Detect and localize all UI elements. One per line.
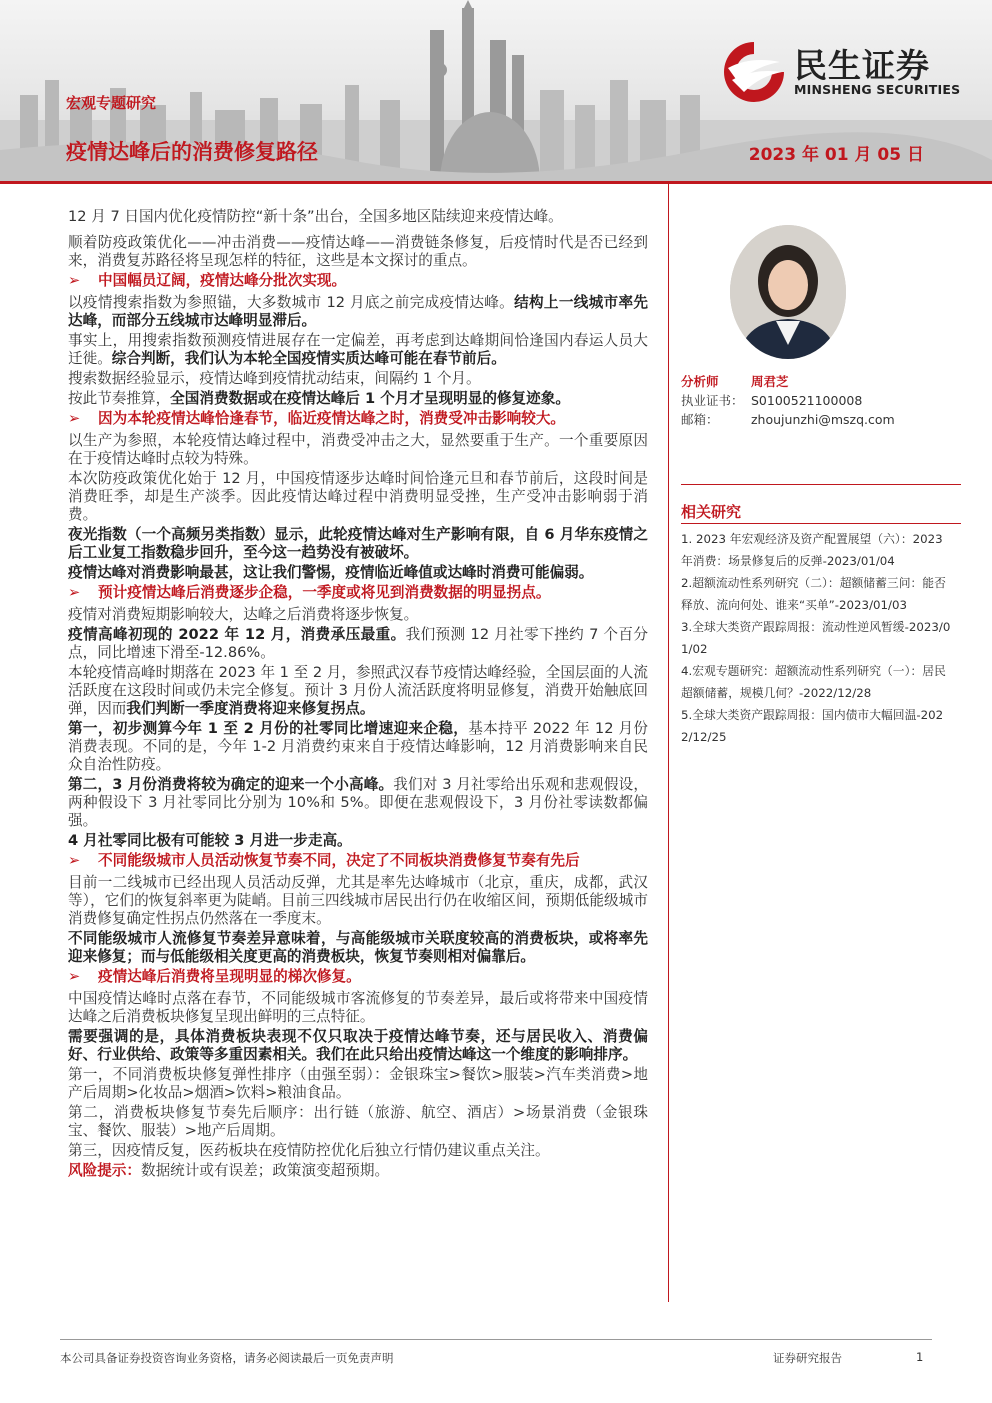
- company-logo: [720, 38, 970, 102]
- related-research-heading: 相关研究: [681, 503, 742, 521]
- paragraph: 疫情高峰初现的 2022 年 12 月，消费承压最重。我们预测 12 月社零下挫约 7 个百分点，同比增速下滑至-12.86%。: [68, 626, 648, 661]
- logo-english: MINSHENG SECURITIES: [794, 82, 961, 97]
- related-research-item[interactable]: 3.全球大类资产跟踪周报：流动性逆风暂缓-2023/01/02: [681, 620, 951, 656]
- paragraph: 搜索数据经验显示，疫情达峰到疫情扰动结束，间隔约 1 个月。: [68, 370, 481, 387]
- key-point-heading: ➢ 因为本轮疫情达峰恰逢春节，临近疫情达峰之时，消费受冲击影响较大。: [68, 410, 566, 427]
- analyst-name: 周君芝: [751, 374, 789, 389]
- paragraph: 事实上，用搜索指数预测疫情进展存在一定偏差，再考虑到达峰期间恰逢国内春运人员大迁徙。综合判断，我们认为本轮全国疫情实质达峰可能在春节前后。: [68, 332, 648, 367]
- paragraph: 不同能级城市人流修复节奏差异意味着，与高能级城市关联度较高的消费板块，或将率先迎来修复；而与低能级相关度更高的消费板块，恢复节奏则相对偏靠后。: [68, 930, 648, 965]
- logo-mark-icon: [720, 38, 790, 102]
- analyst-row: [681, 372, 961, 391]
- paragraph: 第二，消费板块修复节奏先后顺序：出行链（旅游、航空、酒店）>场景消费（金银珠宝、餐饮、服装）>地产后周期。: [68, 1104, 648, 1139]
- cert-row: [681, 391, 961, 410]
- footer-disclaimer: 本公司具备证券投资咨询业务资格，请务必阅读最后一页免责声明: [60, 1351, 394, 1365]
- paragraph: 中国疫情达峰时点落在春节，不同能级城市客流修复的节奏差异，最后或将带来中国疫情达峰之后消费板块修复呈现出鲜明的三点特征。: [68, 990, 648, 1025]
- paragraph: 本轮疫情高峰时期落在 2023 年 1 至 2 月，参照武汉春节疫情达峰经验，全国层面的人流活跃度在这段时间或仍未完全修复。预计 3 月份人流活跃度将明显修复，消费开始触底回弹，因而我们判断一季度消费将迎来修复拐点。: [68, 664, 648, 717]
- paragraph: 第一，初步测算今年 1 至 2 月份的社零同比增速迎来企稳，基本持平 2022 年 12 月份消费表现。不同的是，今年 1-2 月消费约束来自于疫情达峰影响，12 月消费影响来自民众自治性防疫。: [68, 720, 648, 773]
- paragraph: 夜光指数（一个高频另类指数）显示，此轮疫情达峰对生产影响有限，自 6 月华东疫情之后工业复工指数稳步回升，至今这一趋势没有被破坏。: [68, 526, 648, 561]
- column-divider: [668, 184, 669, 1302]
- related-research-item[interactable]: 4.宏观专题研究：超额流动性系列研究（一）：居民超额储蓄，规模几何？-2022/12/28: [681, 664, 946, 700]
- arrow-icon: ➢: [68, 968, 81, 985]
- analyst-photo: [730, 225, 846, 359]
- report-series: 宏观专题研究: [66, 94, 157, 112]
- analyst-portrait-icon: [730, 225, 846, 359]
- paragraph: 按此节奏推算，全国消费数据或在疫情达峰后 1 个月才呈现明显的修复迹象。: [68, 390, 570, 407]
- paragraph: 第一，不同消费板块修复弹性排序（由强至弱）：金银珠宝>餐饮>服装>汽车类消费>地产后周期>化妆品>烟酒>饮料>粮油食品。: [68, 1066, 648, 1101]
- paragraph: 需要强调的是，具体消费板块表现不仅只取决于疫情达峰节奏，还与居民收入、消费偏好、行业供给、政策等多重因素相关。我们在此只给出疫情达峰这一个维度的影响排序。: [68, 1028, 648, 1063]
- paragraph: 以疫情搜索指数为参照锚，大多数城市 12 月底之前完成疫情达峰。结构上一线城市率先达峰，而部分五线城市达峰明显滞后。: [68, 294, 648, 329]
- risk-warning: 风险提示：数据统计或有误差；政策演变超预期。: [68, 1162, 390, 1179]
- related-research-item[interactable]: 2.超额流动性系列研究（二）：超额储蓄三问：能否释放、流向何处、谁来“买单”-2023/01/03: [681, 576, 946, 612]
- arrow-icon: ➢: [68, 852, 81, 869]
- related-research-item[interactable]: 1. 2023 年宏观经济及资产配置展望（六）：2023 年消费：场景修复后的反弹-2023/01/04: [681, 532, 943, 568]
- related-research-list: [681, 528, 951, 748]
- paragraph: 本次防疫政策优化始于 12 月，中国疫情逐步达峰时间恰逢元旦和春节前后，这段时间是消费旺季，却是生产淡季。因此疫情达峰过程中消费明显受挫，生产受冲击影响弱于消费。: [68, 470, 648, 523]
- paragraph: 顺着防疫政策优化——冲击消费——疫情达峰——消费链条修复，后疫情时代是否已经到来，消费复苏路径将呈现怎样的特征，这些是本文探讨的重点。: [68, 234, 648, 269]
- page-number: 1: [916, 1350, 924, 1364]
- paragraph: 12 月 7 日国内优化疫情防控“新十条”出台，全国多地区陆续迎来疫情达峰。: [68, 208, 563, 225]
- analyst-role: 分析师: [681, 374, 719, 389]
- footer-report-type: 证券研究报告: [773, 1351, 842, 1365]
- analyst-info: [681, 372, 961, 429]
- paragraph: 第三，因疫情反复，医药板块在疫情防控优化后独立行情仍建议重点关注。: [68, 1142, 550, 1159]
- footer-divider: [60, 1339, 932, 1340]
- paragraph: 第二，3 月份消费将较为确定的迎来一个小高峰。我们对 3 月社零给出乐观和悲观假设，两种假设下 3 月社零同比分别为 10%和 5%。即便在悲观假设下，3 月份社零读数都偏强。: [68, 776, 648, 829]
- report-date: 2023 年 01 月 05 日: [748, 145, 924, 165]
- report-title: 疫情达峰后的消费修复路径: [66, 140, 318, 164]
- key-point-heading: ➢ 中国幅员辽阔，疫情达峰分批次实现。: [68, 272, 347, 289]
- logo-chinese: 民生证券: [794, 46, 930, 85]
- email-link[interactable]: zhoujunzhi@mszq.com: [751, 412, 895, 427]
- paragraph: 目前一二线城市已经出现人员活动反弹，尤其是率先达峰城市（北京，重庆，成都，武汉等），它们的恢复斜率更为陡峭。目前三四线城市居民出行仍在收缩区间，预期低能级城市消费修复确定性拐点仍然落在一季度末。: [68, 874, 648, 927]
- email-row: [681, 410, 961, 429]
- arrow-icon: ➢: [68, 272, 81, 289]
- cert-label: 执业证书：: [681, 393, 744, 408]
- paragraph: 以生产为参照，本轮疫情达峰过程中，消费受冲击之大，显然要重于生产。一个重要原因在于疫情达峰时点较为特殊。: [68, 432, 648, 467]
- paragraph: 疫情对消费短期影响较大，达峰之后消费将逐步恢复。: [68, 606, 419, 623]
- related-research-item[interactable]: 5.全球大类资产跟踪周报：国内债市大幅回温-2022/12/25: [681, 708, 944, 744]
- header-divider: [0, 181, 992, 184]
- key-point-heading: ➢ 预计疫情达峰后消费逐步企稳，一季度或将见到消费数据的明显拐点。: [68, 584, 551, 601]
- key-point-heading: ➢ 疫情达峰后消费将呈现明显的梯次修复。: [68, 968, 361, 985]
- key-point-heading: ➢ 不同能级城市人员活动恢复节奏不同，决定了不同板块消费修复节奏有先后: [68, 852, 580, 869]
- main-summary: [68, 208, 648, 1182]
- paragraph: 疫情达峰对消费影响最甚，这让我们警惕，疫情临近峰值或达峰时消费可能偏弱。: [68, 564, 594, 581]
- email-label: 邮箱：: [681, 412, 719, 427]
- arrow-icon: ➢: [68, 410, 81, 427]
- sidebar-divider: [681, 523, 961, 524]
- cert-number: S0100521100008: [751, 393, 863, 408]
- sidebar-divider: [681, 484, 961, 485]
- arrow-icon: ➢: [68, 584, 81, 601]
- paragraph: 4 月社零同比极有可能较 3 月进一步走高。: [68, 832, 352, 849]
- header-banner: [0, 0, 992, 182]
